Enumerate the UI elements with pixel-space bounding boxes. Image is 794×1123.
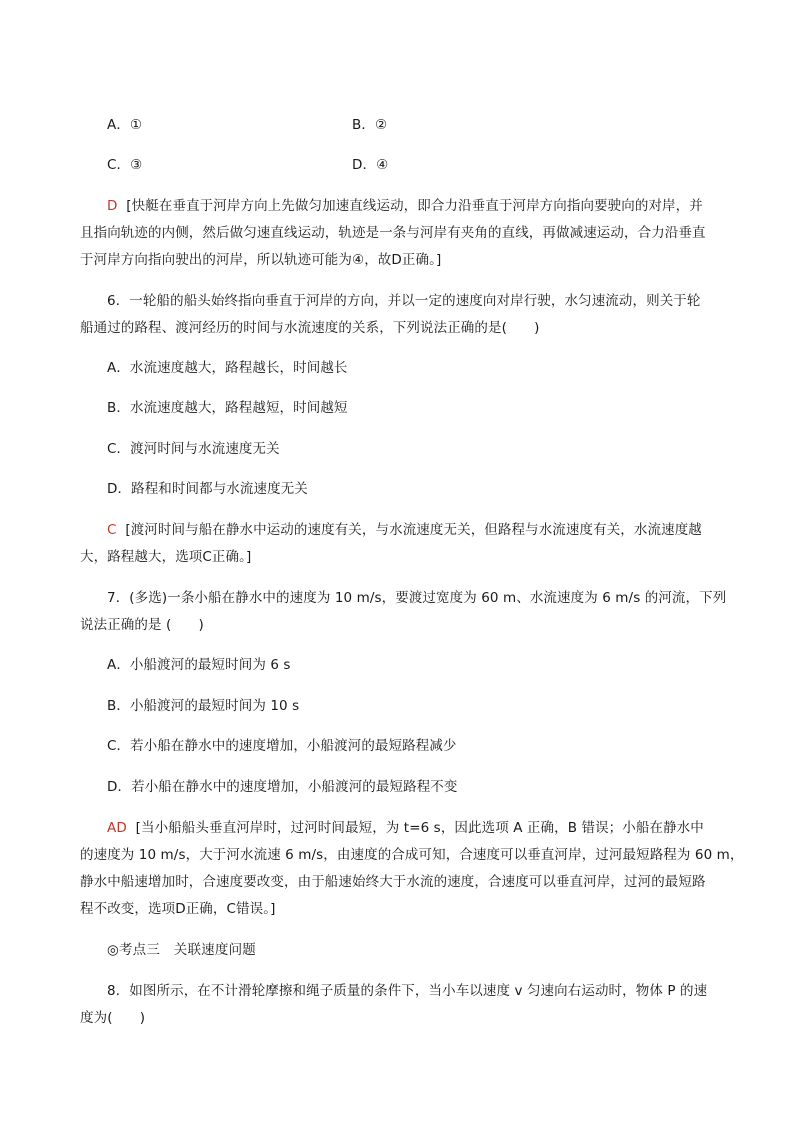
q6-option-d: D．路程和时间都与水流速度无关 — [107, 481, 308, 497]
q7-answer: AD — [107, 820, 127, 836]
q7-option-c: C．若小船在静水中的速度增加，小船渡河的最短路程减少 — [107, 738, 457, 754]
q8-stem-line-2: 度为( ) — [80, 1010, 146, 1026]
q6-stem-line-2: 船通过的路程、渡河经历的时间与水流速度的关系，下列说法正确的是( ) — [80, 320, 540, 336]
q7-stem-line-2: 说法正确的是 ( ) — [80, 617, 204, 633]
q7-solution-line-2: 的速度为 10 m/s，大于河水流速 6 m/s，由速度的合成可知，合速度可以垂直河岸，过河最短路程为 60 m， — [80, 847, 744, 863]
q7-option-b: B．小船渡河的最短时间为 10 s — [107, 698, 300, 714]
q6-answer: C — [107, 522, 117, 538]
q5-option-c: C．③ — [107, 157, 143, 173]
q5-solution-text-1: [快艇在垂直于河岸方向上先做匀加速直线运动，即合力沿垂直于河岸方向指向要驶向的对岸，并 — [126, 198, 703, 214]
q6-solution-text-1: [渡河时间与船在静水中运动的速度有关，与水流速度无关，但路程与水流速度有关，水流速度越 — [125, 522, 702, 538]
q5-option-a: A．① — [107, 117, 143, 133]
section-3-heading: ◎考点三 关联速度问题 — [107, 942, 256, 958]
q5-solution-line-3: 于河岸方向指向驶出的河岸，所以轨迹可能为④，故D正确。] — [80, 252, 442, 268]
q5-solution-line-1 — [107, 197, 703, 215]
q6-solution-line-2: 大，路程越大，选项C正确。] — [80, 549, 252, 565]
q6-solution-line-1 — [107, 521, 702, 539]
q5-answer: D — [107, 198, 118, 214]
q7-solution-line-4: 程不改变，选项D正确，C错误。] — [80, 901, 276, 917]
q7-solution-line-1 — [107, 819, 704, 837]
q5-option-b: B．② — [352, 117, 388, 133]
q7-solution-text-1: [当小船船头垂直河岸时，过河时间最短，为 t=6 s，因此选项 A 正确，B 错误；小船在静水中 — [135, 820, 704, 836]
q8-stem-line-1: 8．如图所示，在不计滑轮摩擦和绳子质量的条件下，当小车以速度 v 匀速向右运动时，物体 P 的速 — [107, 983, 708, 999]
q5-solution-line-2: 且指向轨迹的内侧，然后做匀速直线运动，轨迹是一条与河岸有夹角的直线，再做减速运动，合力沿垂直 — [80, 225, 706, 241]
q5-option-d: D．④ — [352, 157, 389, 173]
q7-stem-line-1: 7．(多选)一条小船在静水中的速度为 10 m/s，要渡过宽度为 60 m、水流速度为 6 m/s 的河流，下列 — [107, 590, 727, 606]
q6-option-a: A．水流速度越大，路程越长，时间越长 — [107, 360, 348, 376]
q7-option-a: A．小船渡河的最短时间为 6 s — [107, 657, 291, 673]
q6-option-b: B．水流速度越大，路程越短，时间越短 — [107, 400, 348, 416]
q7-solution-line-3: 静水中船速增加时，合速度要改变，由于船速始终大于水流的速度，合速度可以垂直河岸，过河的最短路 — [80, 874, 706, 890]
q6-stem-line-1: 6．一轮船的船头始终指向垂直于河岸的方向，并以一定的速度向对岸行驶，水匀速流动，则关于轮 — [107, 293, 701, 309]
q7-option-d: D．若小船在静水中的速度增加，小船渡河的最短路程不变 — [107, 779, 458, 795]
q6-option-c: C．渡河时间与水流速度无关 — [107, 441, 280, 457]
